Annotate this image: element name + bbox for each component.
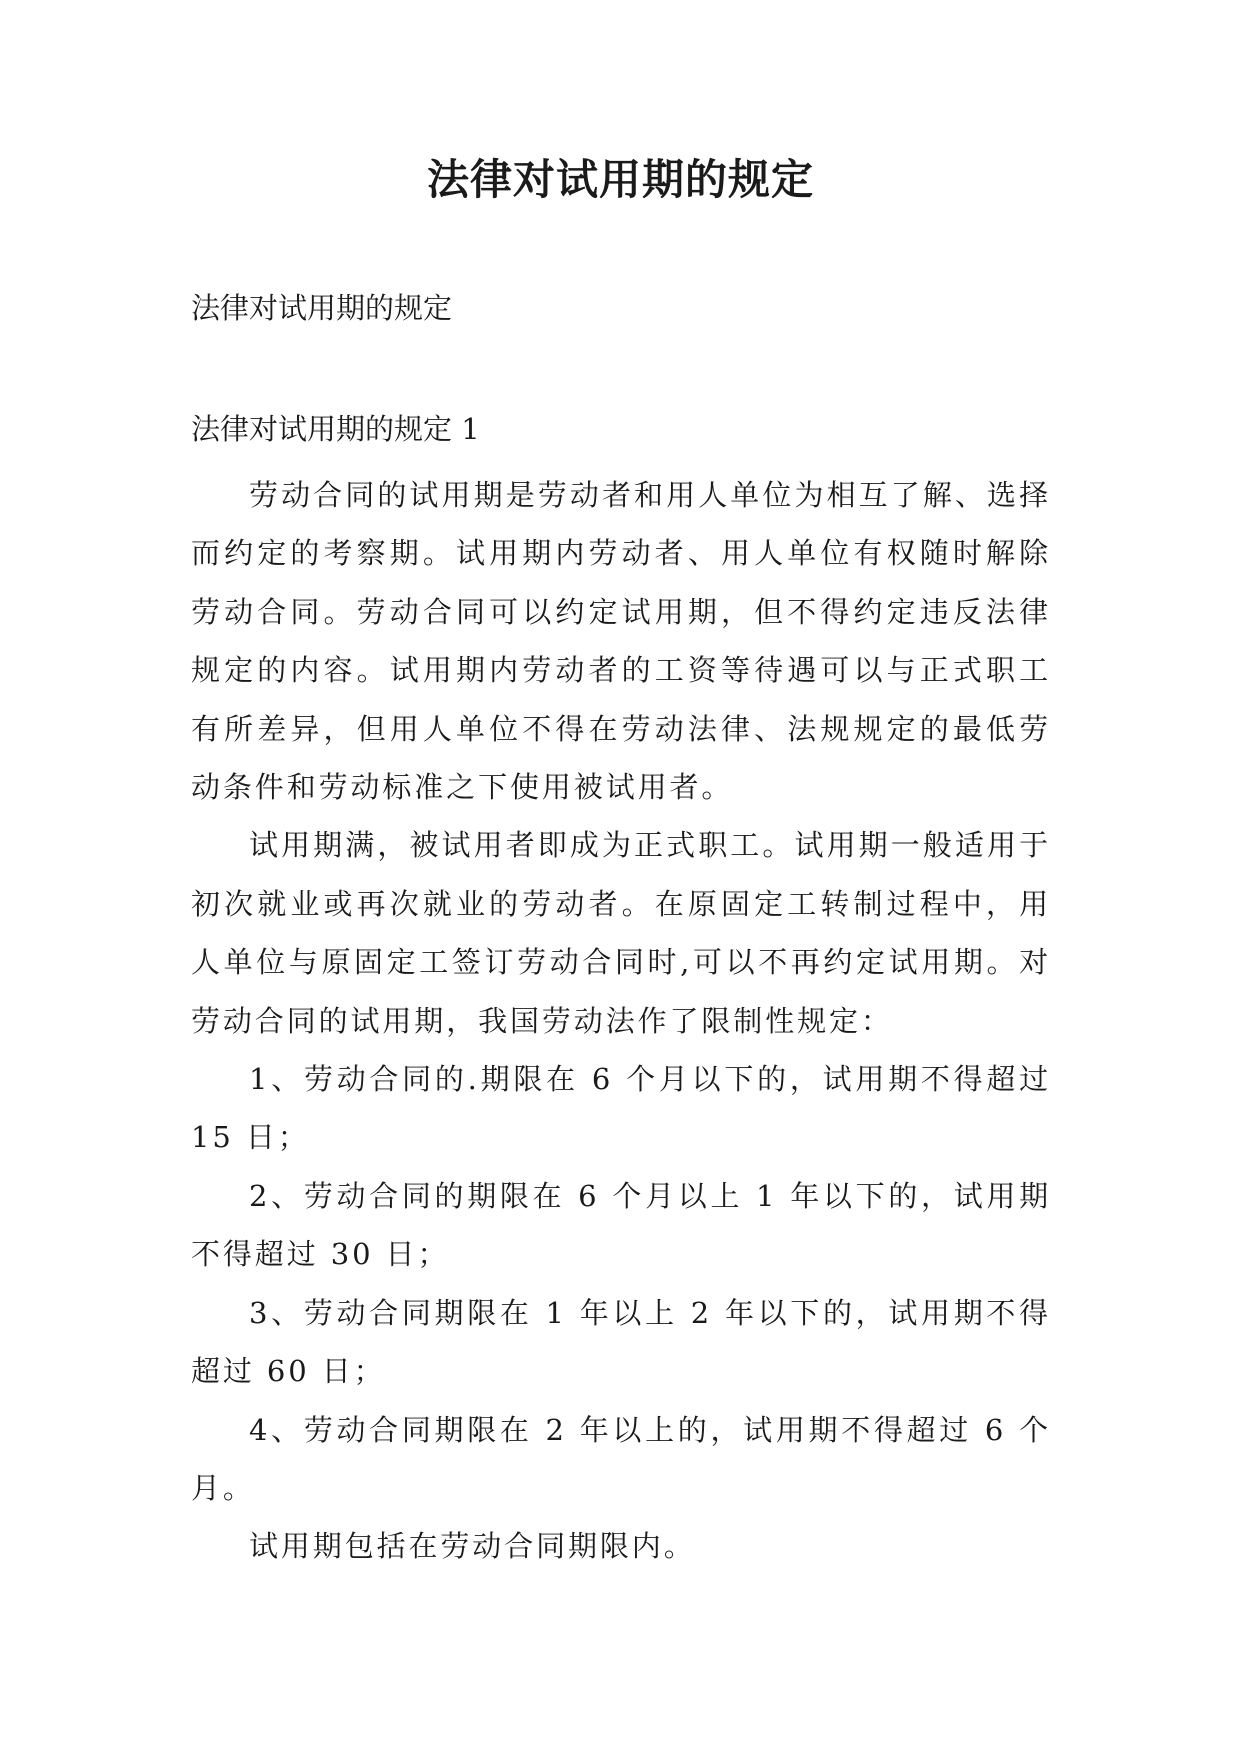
document-body xyxy=(191,466,1051,1576)
document-title: 法律对试用期的规定 xyxy=(426,155,814,204)
paragraph-closing: 试用期包括在劳动合同期限内。 xyxy=(249,1529,696,1564)
list-item-rule-4: 4、劳动合同期限在 2 年以上的，试用期不得超过 6 个月。 xyxy=(191,1412,1051,1505)
list-item-rule-1: 1、劳动合同的.期限在 6 个月以下的，试用期不得超过 15 日； xyxy=(191,1062,1051,1155)
paragraph-probation-end: 试用期满，被试用者即成为正式职工。试用期一般适用于初次就业或再次就业的劳动者。在原固定工转制过程中，用人单位与原固定工签订劳动合同时,可以不再约定试用期。对劳动合同的试用期，我国劳动法作了限制性规定： xyxy=(191,828,1051,1038)
paragraph-intro: 劳动合同的试用期是劳动者和用人单位为相互了解、选择而约定的考察期。试用期内劳动者、用人单位有权随时解除劳动合同。劳动合同可以约定试用期，但不得约定违反法律规定的内容。试用期内劳动者的工资等待遇可以与正式职工有所差异，但用人单位不得在劳动法律、法规规定的最低劳动条件和劳动标准之下使用被试用者。 xyxy=(191,478,1051,805)
document-subtitle: 法律对试用期的规定 xyxy=(191,291,453,325)
list-item-rule-2: 2、劳动合同的期限在 6 个月以上 1 年以下的，试用期不得超过 30 日； xyxy=(191,1178,1051,1272)
list-item-rule-3: 3、劳动合同期限在 1 年以上 2 年以下的，试用期不得超过 60 日； xyxy=(191,1295,1051,1389)
section-heading: 法律对试用期的规定 1 xyxy=(191,412,480,446)
